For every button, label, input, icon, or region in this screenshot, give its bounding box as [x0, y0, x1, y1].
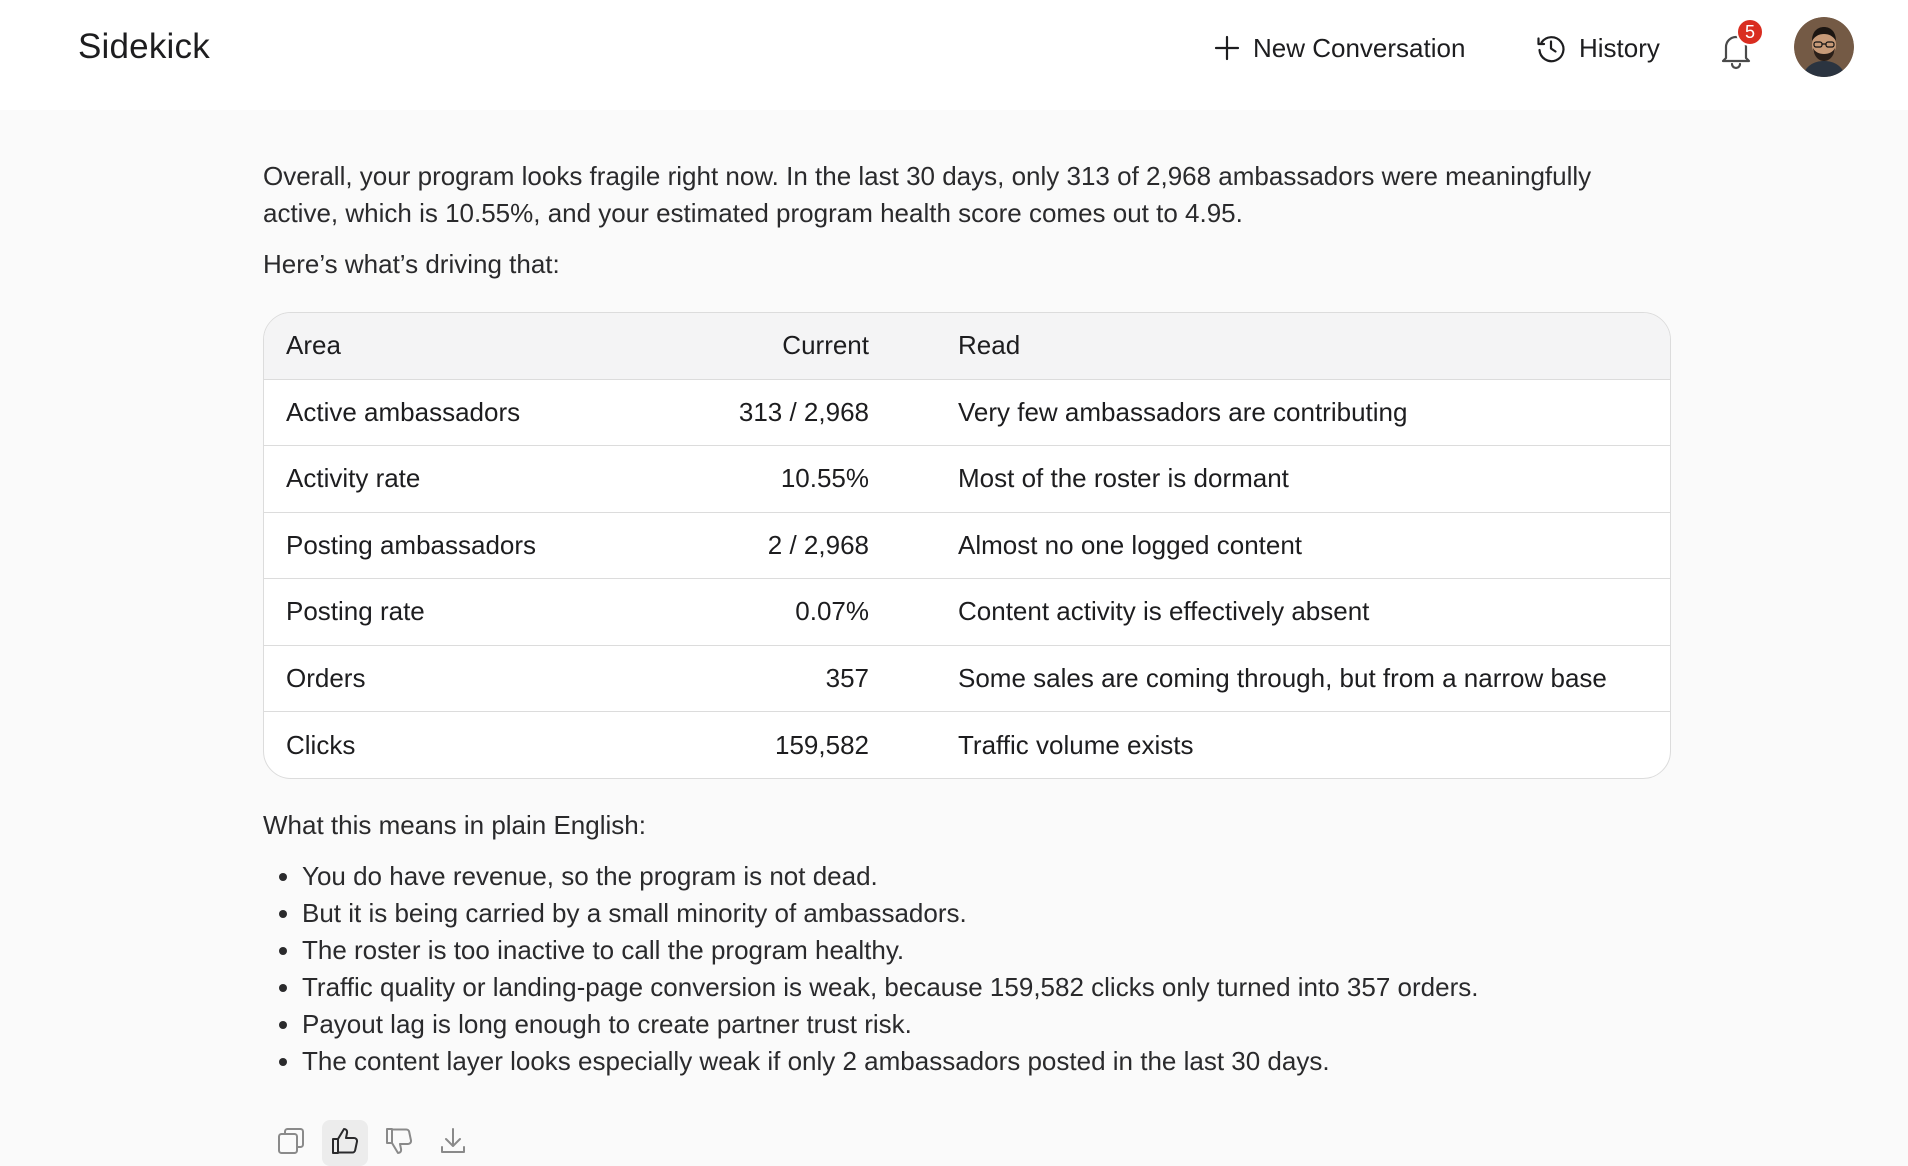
column-header-area: Area [264, 313, 684, 379]
table-cell: 357 [684, 645, 869, 712]
table-cell: Content activity is effectively absent [869, 579, 1670, 646]
plus-icon [1213, 34, 1241, 62]
history-button[interactable] [1535, 28, 1660, 68]
list-item: Traffic quality or landing-page conversion is weak, because 159,582 clicks only turned into 357 orders. [263, 969, 1671, 1006]
assistant-message [263, 158, 1671, 1080]
table-cell: 2 / 2,968 [684, 512, 869, 579]
notification-badge: 5 [1736, 18, 1764, 46]
table-cell: 0.07% [684, 579, 869, 646]
table-cell: Clicks [286, 729, 356, 760]
table-cell: Very few ambassadors are contributing [869, 379, 1670, 446]
column-header-current: Current [684, 313, 869, 379]
table-cell: Posting rate [264, 579, 684, 646]
list-item: But it is being carried by a small minority of ambassadors. [263, 895, 1671, 932]
download-button[interactable] [430, 1120, 476, 1166]
app-logo[interactable]: Sidekick [78, 27, 210, 66]
table-cell: 159,582 [775, 729, 869, 760]
table-cell: Almost no one logged content [869, 512, 1670, 579]
list-item: You do have revenue, so the program is not dead. [263, 858, 1671, 895]
table-row [264, 446, 1670, 513]
download-icon [437, 1125, 469, 1162]
table-cell: Traffic volume exists [958, 729, 1194, 760]
new-conversation-button[interactable] [1213, 28, 1465, 68]
new-conversation-label: New Conversation [1253, 32, 1466, 63]
message-actions [268, 1120, 476, 1166]
list-item: The content layer looks especially weak if only 2 ambassadors posted in the last 30 days. [263, 1043, 1671, 1080]
table-cell: Active ambassadors [264, 379, 684, 446]
table-row [264, 712, 1670, 779]
table-cell: 313 / 2,968 [684, 379, 869, 446]
table-cell: Posting ambassadors [264, 512, 684, 579]
thumbs-up-icon [329, 1125, 361, 1162]
table-cell: Orders [264, 645, 684, 712]
list-item: Payout lag is long enough to create partner trust risk. [263, 1006, 1671, 1043]
table-cell: Most of the roster is dormant [869, 446, 1670, 513]
history-icon [1535, 32, 1567, 64]
thumbs-down-button[interactable] [376, 1120, 422, 1166]
history-label: History [1579, 32, 1660, 63]
copy-icon [275, 1125, 307, 1162]
summary-list [263, 858, 1671, 1080]
column-header-read: Read [869, 313, 1670, 379]
copy-button[interactable] [268, 1120, 314, 1166]
table-row [264, 579, 1670, 646]
table-cell: Some sales are coming through, but from a narrow base [869, 645, 1670, 712]
list-item: The roster is too inactive to call the program healthy. [263, 932, 1671, 969]
top-bar [0, 0, 1908, 110]
metrics-table [263, 312, 1671, 779]
bell-icon [1714, 59, 1758, 76]
thumbs-down-icon [383, 1125, 415, 1162]
table-cell: 10.55% [684, 446, 869, 513]
driver-heading: Here’s what’s driving that: [263, 249, 560, 279]
user-avatar[interactable] [1794, 17, 1854, 77]
thumbs-up-button[interactable] [322, 1120, 368, 1166]
table-header-row [264, 313, 1670, 379]
table-cell: Activity rate [264, 446, 684, 513]
table-row [264, 512, 1670, 579]
intro-paragraph: Overall, your program looks fragile right now. In the last 30 days, only 313 of 2,968 ambassadors were meaningfully active, which is 10.55%, and your estimated program health score comes out to 4.95. [263, 161, 1592, 228]
table-row [264, 645, 1670, 712]
table-row [264, 379, 1670, 446]
plain-english-heading: What this means in plain English: [263, 810, 646, 840]
